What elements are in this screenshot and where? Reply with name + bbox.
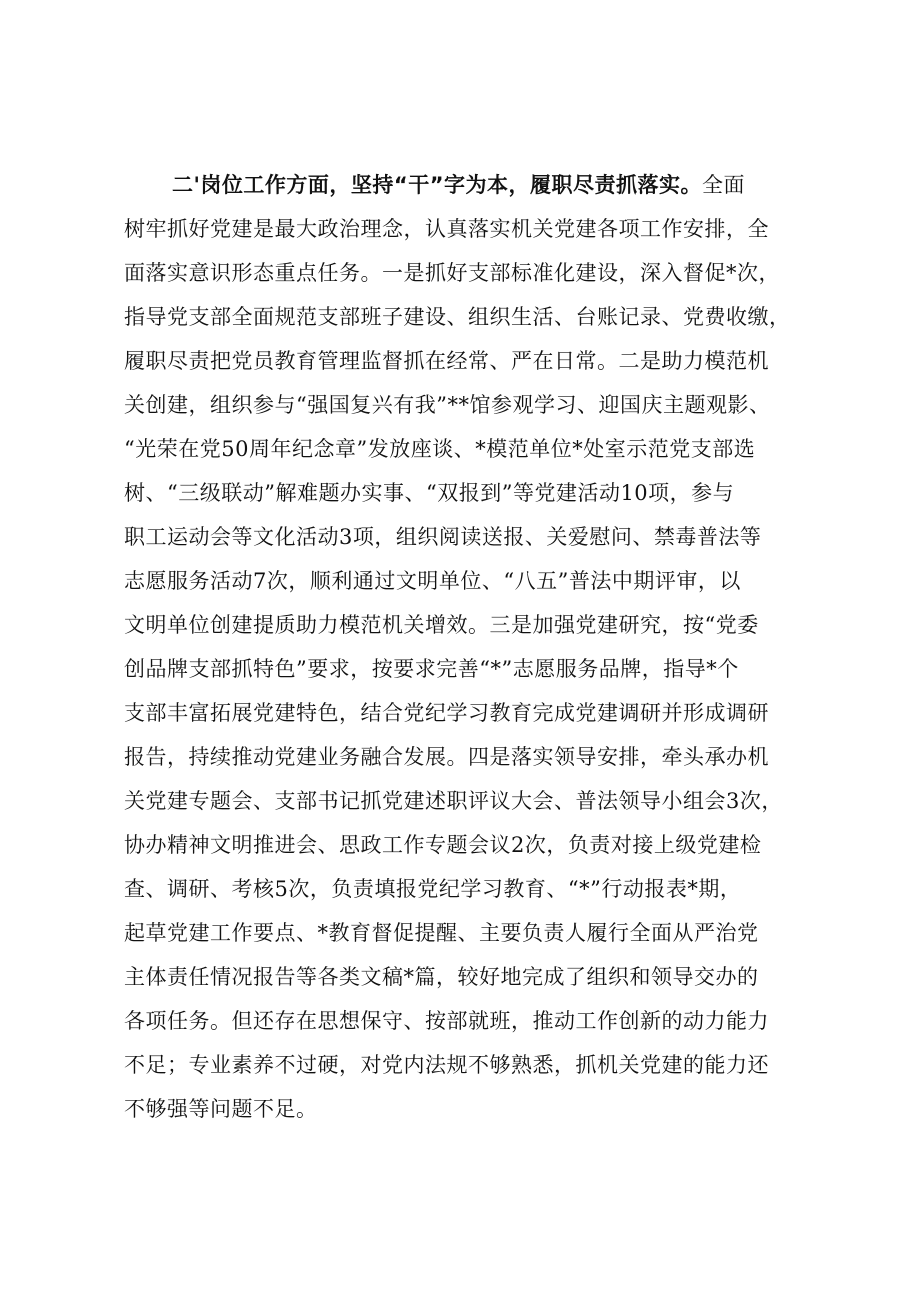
paragraph-line-6: 关创建，组织参与“强国复兴有我”**馆参观学习、迎国庆主题观影、 <box>124 393 771 417</box>
paragraph-line-7: “光荣在党50周年纪念章”发放座谈、*模范单位*处室示范党支部选 <box>124 437 756 461</box>
paragraph-line-12: 创品牌支部抓特色”要求，按要求完善“*”志愿服务品牌，指导*个 <box>124 657 739 681</box>
paragraph-line-5: 履职尽责把党员教育管理监督抓在经常、严在日常。二是助力模范机 <box>124 349 769 373</box>
paragraph-line-16: 协办精神文明推进会、思政工作专题会议2次，负责对接上级党建检 <box>124 833 762 857</box>
paragraph-line-17: 查、调研、考核5次，负责填报党纪学习教育、“*”行动报表*期， <box>124 877 742 901</box>
paragraph-line-22: 不够强等问题不足。 <box>124 1097 318 1121</box>
paragraph-line-2: 树牢抓好党建是最大政治理念，认真落实机关党建各项工作安排，全 <box>124 217 769 241</box>
paragraph-line-8: 树、“三级联动”解难题办实事、“双报到”等党建活动10项，参与 <box>124 481 735 505</box>
paragraph-line-21: 不足；专业素养不过硬，对党内法规不够熟悉，抓机关党建的能力还 <box>124 1053 769 1077</box>
paragraph-line-4: 指导党支部全面规范支部班子建设、组织生活、台账记录、党费收缴， <box>124 305 791 329</box>
paragraph-line-1 <box>124 163 804 207</box>
paragraph-line-18: 起草党建工作要点、*教育督促提醒、主要负责人履行全面从严治党 <box>124 921 759 945</box>
section-heading: 二'岗位工作方面，坚持“干”字为本，履职尽责抓落实。 <box>172 173 703 197</box>
line-text: 全面 <box>702 173 746 197</box>
paragraph-line-11: 文明单位创建提质助力模范机关增效。三是加强党建研究，按“党委 <box>124 613 759 637</box>
document-body <box>124 163 804 1131</box>
paragraph-line-19: 主体责任情况报告等各类文稿*篇，较好地完成了组织和领导交办的 <box>124 965 759 989</box>
paragraph-line-13: 支部丰富拓展党建特色，结合党纪学习教育完成党建调研并形成调研 <box>124 701 769 725</box>
paragraph-line-20: 各项任务。但还存在思想保守、按部就班，推动工作创新的动力能力 <box>124 1009 769 1033</box>
paragraph-line-14: 报告，持续推动党建业务融合发展。四是落实领导安排，牵头承办机 <box>124 745 769 769</box>
paragraph-line-9: 职工运动会等文化活动3项，组织阅读送报、关爱慰问、禁毒普法等 <box>124 525 762 549</box>
paragraph-line-10: 志愿服务活动7次，顺利通过文明单位、“八五”普法中期评审，以 <box>124 569 741 593</box>
paragraph-line-3: 面落实意识形态重点任务。一是抓好支部标准化建设，深入督促*次， <box>124 261 780 285</box>
paragraph-line-15: 关党建专题会、支部书记抓党建述职评议大会、普法领导小组会3次， <box>124 789 783 813</box>
